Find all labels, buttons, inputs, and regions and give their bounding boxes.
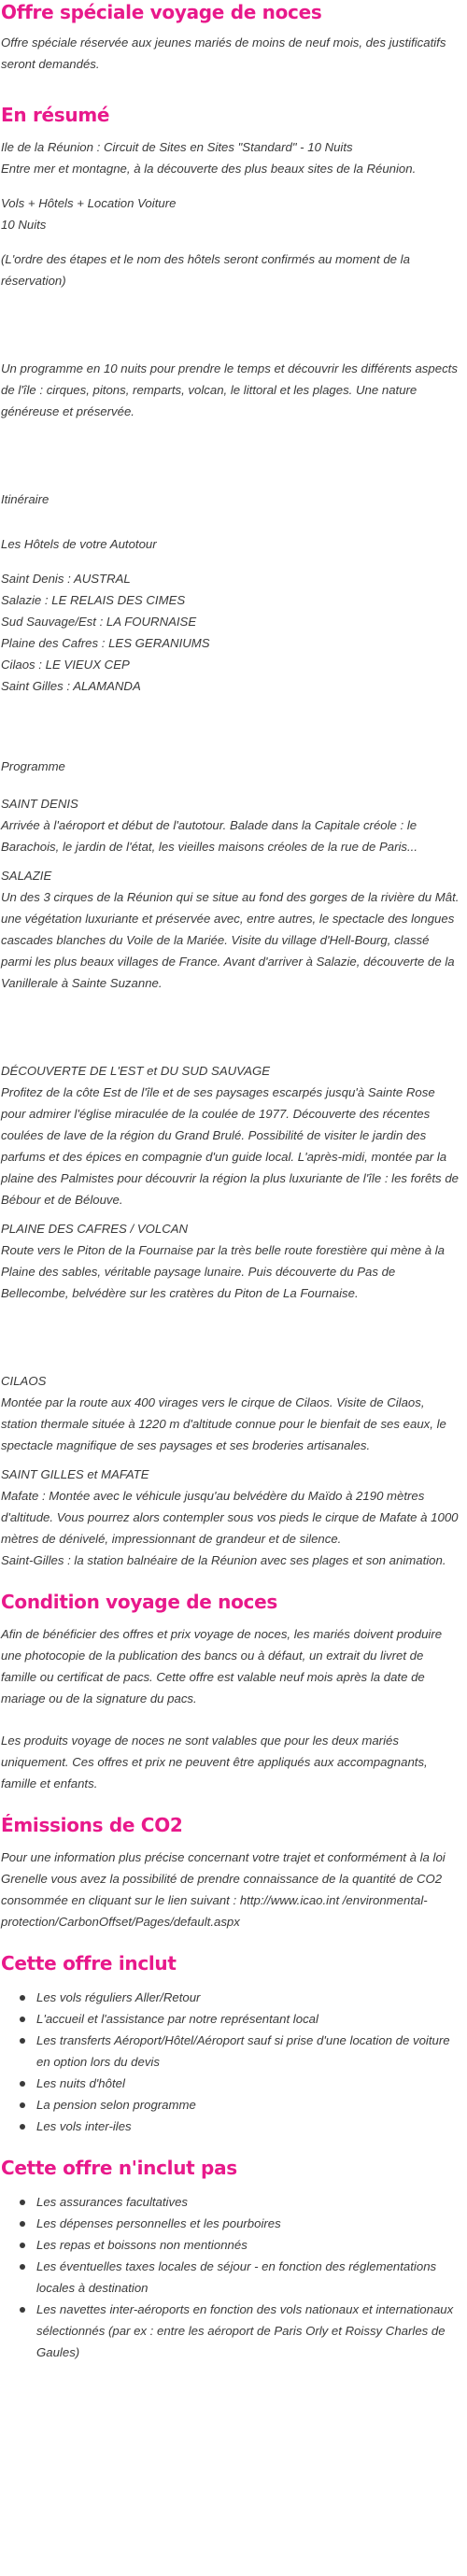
list-item: Les vols réguliers Aller/Retour <box>36 1987 461 2008</box>
program-sud-sauvage-text: Profitez de la côte Est de l'île et de ses paysages escarpés jusqu'à Sainte Rose pour admirer l'église miraculée de la coulée de 1977. Découverte des récentes coulées de lave de la région du Grand Brulé. Possibilité de visiter le jardin des parfums et des épices en compagnie d'un guide local. L'après-midi, montée par la plaine des Palmistes pour découvrir la région la plus luxuriante de l'île : les forêts de Bébour et de Bélouve. <box>1 1085 459 1207</box>
program-title: Programme <box>1 759 65 773</box>
summary-line-circuit: Ile de la Réunion : Circuit de Sites en Sites "Standard" - 10 Nuits <box>1 140 353 154</box>
list-item: Les assurances facultatives <box>36 2191 461 2213</box>
program-plaine-cafres-text: Route vers le Piton de la Fournaise par la très belle route forestière qui mène à la Plaine des sables, véritable paysage lunaire. Puis découverte du Pas de Bellecombe, belvédère sur les cratères du Piton de La Fournaise. <box>1 1243 446 1300</box>
hotels-title: Les Hôtels de votre Autotour <box>1 537 157 551</box>
program-saint-denis-heading: SAINT DENIS <box>1 797 78 811</box>
list-item: L'accueil et l'assistance par notre représentant local <box>36 2008 461 2030</box>
list-item: Les repas et boissons non mentionnés <box>36 2234 461 2256</box>
list-item: Les nuits d'hôtel <box>36 2073 461 2094</box>
included-list <box>1 1987 461 2137</box>
summary-line-formula: Vols + Hôtels + Location Voiture <box>1 196 177 210</box>
list-item: Les dépenses personnelles et les pourboires <box>36 2213 461 2234</box>
program-mafate-text: Mafate : Montée avec le véhicule jusqu'au belvédère du Maïdo à 2190 mètres d'altitude. Vous pourrez alors contempler sous vos pieds le cirque de Mafate à 1000 mètres de dénivelé, impressionnant de grandeur et de silence. <box>1 1489 459 1546</box>
offer-special-text: Offre spéciale réservée aux jeunes mariés de moins de neuf mois, des justificatifs seront demandés. <box>1 35 446 71</box>
offer-special-title: Offre spéciale voyage de noces <box>1 1 322 23</box>
program-saint-gilles-text: Saint-Gilles : la station balnéaire de la Réunion avec ses plages et son animation. <box>1 1553 446 1567</box>
not-included-list <box>1 2191 461 2363</box>
list-item: Les éventuelles taxes locales de séjour - en fonction des réglementations locales à destination <box>36 2256 461 2299</box>
program-cilaos-text: Montée par la route aux 400 virages vers le cirque de Cilaos. Visite de Cilaos, station thermale située à 1220 m d'altitude connue pour le bienfait de ses eaux, le spectacle magnifique de ses paysages et ses broderies artisanales. <box>1 1395 446 1452</box>
hotel-item: Cilaos : LE VIEUX CEP <box>1 658 130 672</box>
hotel-item: Plaine des Cafres : LES GERANIUMS <box>1 636 210 650</box>
hotel-item: Salazie : LE RELAIS DES CIMES <box>1 593 186 607</box>
hotel-item: Saint Denis : AUSTRAL <box>1 572 131 586</box>
summary-line-note: (L'ordre des étapes et le nom des hôtels seront confirmés au moment de la réservation) <box>1 252 410 288</box>
list-item: Les transferts Aéroport/Hôtel/Aéroport sauf si prise d'une location de voiture en option lors du devis <box>36 2030 461 2073</box>
conditions-text-1: Afin de bénéficier des offres et prix voyage de noces, les mariés doivent produire une photocopie de la publication des bancs ou à défaut, un extrait du livret de famille ou certificat de pacs. Cette offre est valable neuf mois après la date de mariage ou de la signature du pacs. <box>1 1627 443 1706</box>
list-item: La pension selon programme <box>36 2094 461 2116</box>
program-intro: Un programme en 10 nuits pour prendre le temps et découvrir les différents aspects de l'île : cirques, pitons, remparts, volcan, le littoral et les plages. Une nature généreuse et préservée. <box>1 361 458 418</box>
program-cilaos-heading: CILAOS <box>1 1374 47 1388</box>
program-saint-gilles-heading: SAINT GILLES et MAFATE <box>1 1467 149 1481</box>
co2-text: Pour une information plus précise concernant votre trajet et conformément à la loi Grenelle vous avez la possibilité de prendre connaissance de la quantité de CO2 consommée en cliquant sur le lien suivant : http://www.icao.int /environmental-protection/CarbonOffset/Pages/default.aspx <box>1 1850 446 1929</box>
list-item: Les vols inter-iles <box>36 2116 461 2137</box>
hotel-item: Sud Sauvage/Est : LA FOURNAISE <box>1 615 197 629</box>
not-included-title: Cette offre n'inclut pas <box>1 2157 237 2179</box>
hotel-item: Saint Gilles : ALAMANDA <box>1 679 141 693</box>
conditions-title: Condition voyage de noces <box>1 1591 277 1613</box>
program-saint-denis-text: Arrivée à l'aéroport et début de l'autotour. Balade dans la Capitale créole : le Barachois, le jardin de l'état, les vieilles maisons créoles de la rue de Paris... <box>1 818 417 854</box>
included-title: Cette offre inclut <box>1 1952 177 1974</box>
program-plaine-cafres-heading: PLAINE DES CAFRES / VOLCAN <box>1 1222 189 1236</box>
summary-line-description: Entre mer et montagne, à la découverte des plus beaux sites de la Réunion. <box>1 162 417 176</box>
summary-line-nights: 10 Nuits <box>1 218 47 232</box>
itinerary-title: Itinéraire <box>1 492 50 506</box>
co2-title: Émissions de CO2 <box>1 1814 183 1836</box>
list-item: Les navettes inter-aéroports en fonction des vols nationaux et internationaux sélectionnés (par ex : entre les aéroport de Paris Orly et Roissy Charles de Gaules) <box>36 2299 461 2363</box>
conditions-text-2: Les produits voyage de noces ne sont valables que pour les deux mariés uniquement. Ces offres et prix ne peuvent être appliqués aux accompagnants, famille et enfants. <box>1 1734 428 1790</box>
program-sud-sauvage-heading: DÉCOUVERTE DE L'EST et DU SUD SAUVAGE <box>1 1064 271 1078</box>
summary-title: En résumé <box>1 104 110 126</box>
program-salazie-text: Un des 3 cirques de la Réunion qui se situe au fond des gorges de la rivière du Mât. une végétation luxuriante et préservée avec, entre autres, le spectacle des longues cascades blanches du Voile de la Mariée. Visite du village d'Hell-Bourg, classé parmi les plus beaux villages de France. Avant d'arriver à Salazie, découverte de la Vanillerale à Sainte Suzanne. <box>1 890 460 990</box>
program-salazie-heading: SALAZIE <box>1 869 52 883</box>
